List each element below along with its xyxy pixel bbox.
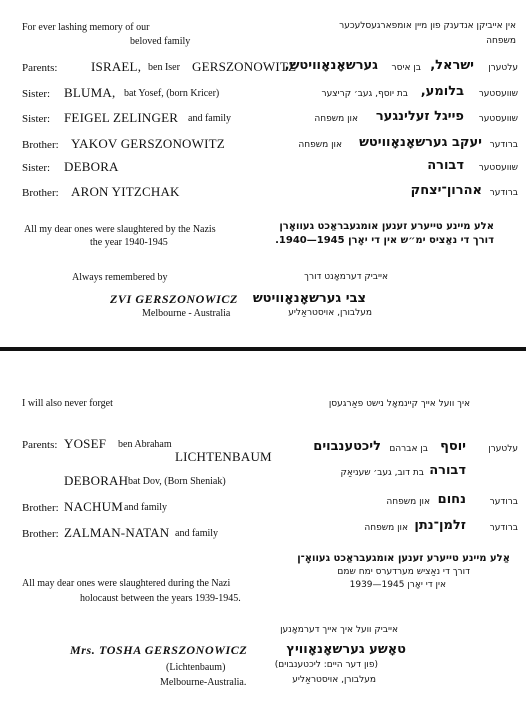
bottom-place-en: Melbourne-Australia. (160, 677, 247, 688)
top-row-name-he: אהרון־יצחק (410, 183, 482, 198)
section-divider (0, 347, 526, 351)
top-closing-he-1: אלע מיינע טייערע זענען אומגעבראַכט געוואָרן (279, 221, 494, 232)
top-row-role-he: ברודער (489, 140, 518, 150)
top-closing-en-1: All my dear ones were slaughtered by the Nazis (24, 224, 216, 235)
bottom-mother-he: דבורה (429, 463, 466, 478)
bottom-father-extra-he: בן אברהם (389, 444, 428, 454)
bottom-signature-sub-en: (Lichtenbaum) (166, 662, 226, 673)
bottom-mother-en: DEBORAH (64, 473, 129, 488)
top-row-name2-en: GERSZONOWITZ (192, 59, 297, 74)
bottom-row-extra-he: און משפחה (364, 523, 408, 533)
top-row-extra-en: bat Yosef, (born Kricer) (124, 88, 220, 99)
bottom-closing-he-2: דורך די נאַציש מערדערס ימח שמם (337, 567, 470, 577)
bottom-signature-he: טאָשע גערשאָנאָוויץ (286, 642, 406, 657)
bottom-row-extra-he: און משפחה (386, 497, 430, 507)
top-intro-en-1: For ever lashing memory of our (22, 22, 150, 33)
top-row-name-he: בלומע, (420, 84, 464, 99)
top-place-he: מעלבורן, אויסטראַליע (288, 308, 372, 318)
top-row-name-en: BLUMA, (64, 85, 116, 100)
top-intro-he-1: אין אייביקן אנדענק פון מיין אומפארגעסלעכער (339, 21, 516, 31)
top-signature-en: ZVI GERSZONOWICZ (110, 292, 238, 306)
top-place-en: Melbourne - Australia (142, 308, 231, 319)
bottom-mother-extra-en: bat Dov, (Born Sheniak) (128, 476, 226, 487)
top-row-name-he: דבורה (427, 158, 464, 173)
top-row-role-en: Sister: (22, 113, 51, 125)
bottom-place-he: מעלבורן, אויסטראַליע (292, 675, 376, 685)
top-row-extra-en: and family (188, 113, 232, 124)
bottom-signature-en: Mrs. TOSHA GERSZONOWICZ (70, 643, 248, 657)
bottom-intro-he: איך וועל אייך קיינמאָל נישט פאַרגעסן (328, 399, 470, 409)
bottom-father-last-he: ליכטענבוים (313, 439, 381, 454)
top-row-role-en: Parents: (22, 62, 58, 74)
top-row-role-he: שוועסטער (478, 114, 518, 124)
top-row-role-he: עלטערן (488, 63, 518, 73)
bottom-row-extra-en: and family (175, 528, 219, 539)
top-row-extra-he: בן איסר (391, 63, 421, 73)
top-signature-he: צבי גערשאָנאָוויטש (252, 291, 366, 306)
top-intro-en-2: beloved family (130, 36, 191, 47)
bottom-remember-he: אייביק וועל איך אייך דערמאָנען (280, 625, 398, 635)
top-row-extra-he: און משפחה (298, 140, 342, 150)
bottom-father-he: יוסף (440, 439, 466, 454)
bottom-closing-he-1: אַלע מיינע טייערע זענען אומגעבראַכט געוואָ־ן (297, 553, 510, 564)
bottom-parents-role-en: Parents: (22, 439, 58, 451)
bottom-row-name-he: נחום (437, 492, 466, 507)
bottom-row-role-he: ברודער (489, 523, 518, 533)
bottom-mother-extra-he: בת דוב, געב׳ שעניאַק (340, 468, 424, 478)
top-intro-he-2: משפחה (486, 36, 516, 46)
bottom-closing-he-3: אין די יאָרן 1945—1939 (349, 580, 446, 590)
top-row-name-he: יעקב גערשאָנאָוויטש (359, 135, 482, 150)
top-row-name-en: ARON YITZCHAK (71, 184, 180, 199)
top-row-role-en: Sister: (22, 162, 51, 174)
bottom-closing-en-1: All may dear ones were slaughtered during the Nazi (22, 578, 231, 589)
top-row-name-he: ישראל, (430, 58, 474, 73)
bottom-row-role-en: Brother: (22, 502, 59, 514)
bottom-parents-role-he: עלטערן (488, 444, 518, 454)
top-row-extra-he: בת יוסף, געב׳ קריצער (321, 89, 408, 99)
bottom-row-name-he: זלמן־נתן (414, 518, 466, 533)
bottom-row-name-en: ZALMAN-NATAN (64, 525, 170, 540)
top-row-role-he: שוועסטער (478, 89, 518, 99)
bottom-closing-en-2: holocaust between the years 1939-1945. (80, 593, 241, 604)
top-row-name-en: DEBORA (64, 159, 119, 174)
top-row-extra-he: און משפחה (314, 114, 358, 124)
top-row-extra-en: ben Iser (148, 62, 180, 73)
top-row-name2-he: גערשאָנאָוויטש, (284, 58, 378, 73)
top-row-role-he: ברודער (489, 188, 518, 198)
bottom-father-en: YOSEF (64, 436, 107, 451)
bottom-row-extra-en: and family (124, 502, 168, 513)
top-row-role-en: Brother: (22, 139, 59, 151)
bottom-row-role-he: ברודער (489, 497, 518, 507)
top-row-name-he: פייגל זעלינגער (375, 109, 464, 124)
top-row-name-en: ISRAEL, (91, 59, 142, 74)
top-closing-en-2: the year 1940-1945 (90, 237, 168, 248)
top-row-role-he: שוועסטער (478, 163, 518, 173)
bottom-row-name-en: NACHUM (64, 499, 123, 514)
bottom-intro-en: I will also never forget (22, 398, 113, 409)
bottom-signature-sub-he: (פון דער היים: ליכטענבוים) (274, 660, 378, 670)
top-remember-en: Always remembered by (72, 272, 168, 283)
top-row-role-en: Sister: (22, 88, 51, 100)
top-remember-he: אייביק דערמאָנט דורך (304, 272, 388, 282)
bottom-row-role-en: Brother: (22, 528, 59, 540)
top-row-name-en: YAKOV GERSZONOWITZ (71, 136, 225, 151)
top-row-role-en: Brother: (22, 187, 59, 199)
top-row-name-en: FEIGEL ZELINGER (64, 110, 179, 125)
bottom-father-last-en: LICHTENBAUM (175, 449, 272, 464)
bottom-father-extra-en: ben Abraham (118, 439, 172, 450)
top-closing-he-2: דורך די נאַציס ימ״ש אין די יאָרן 1945—1940. (275, 235, 494, 246)
